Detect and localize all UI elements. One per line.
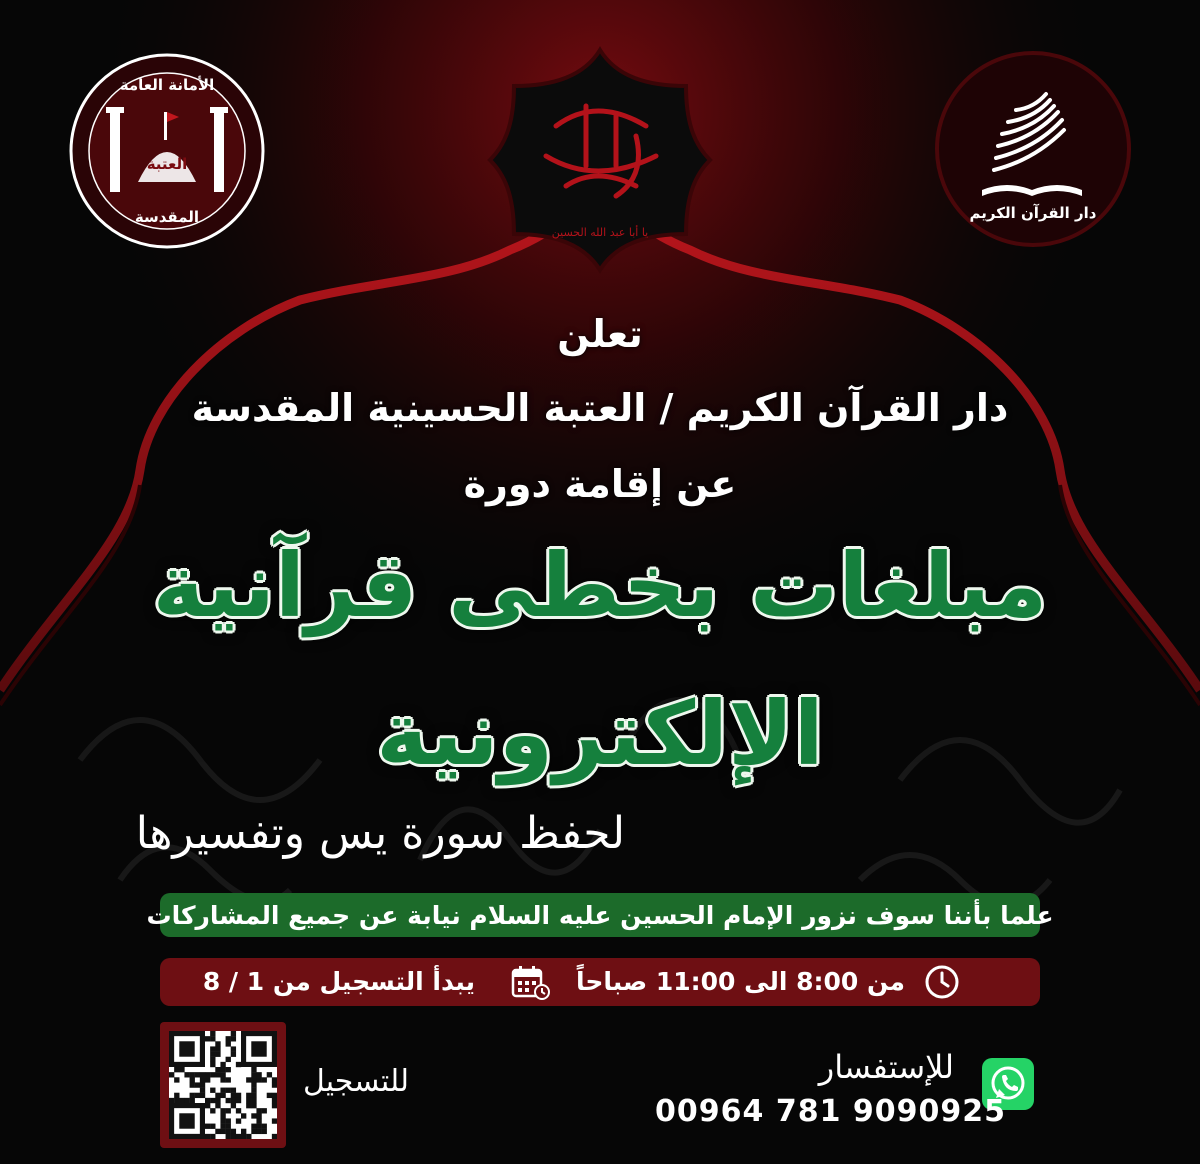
course-subtitle: لحفظ سورة يس وتفسيرها <box>135 808 625 859</box>
right-logo-caption: دار القرآن الكريم <box>969 204 1097 222</box>
qr-code[interactable] <box>160 1022 286 1148</box>
announce-line: تعلن <box>557 312 643 356</box>
time-text: من 8:00 الى 11:00 صباحاً <box>576 967 905 996</box>
course-title-line1: مبلغات بخطى قرآنية <box>152 534 1048 637</box>
register-label: للتسجيل <box>302 1064 410 1099</box>
note-text: علما بأننا سوف نزور الإمام الحسين عليه السلام نيابة عن جميع المشاركات <box>146 900 1054 930</box>
calligraphy-medallion <box>486 46 714 274</box>
note-bar <box>146 893 1054 937</box>
qr-code-icon <box>169 1031 277 1139</box>
course-intro-line: عن إقامة دورة <box>463 462 737 506</box>
holy-shrine-logo <box>68 52 266 250</box>
left-logo-top-text: الأمانة العامة <box>119 76 215 94</box>
dar-alquran-logo <box>934 50 1132 248</box>
inquiry-label: للإستفسار <box>818 1048 954 1086</box>
issuer-line: دار القرآن الكريم / العتبة الحسينية المقدسة <box>191 386 1009 430</box>
info-bar <box>160 958 1040 1006</box>
course-title-line2: الإلكترونية <box>376 682 824 785</box>
clock-icon <box>924 964 960 1000</box>
medallion-calligraphy-text: يا أبا عبد الله الحسين <box>551 226 649 239</box>
registration-start-text: يبدأ التسجيل من 1 / 8 <box>202 967 475 996</box>
left-logo-bottom-text: المقدسة <box>134 208 200 226</box>
left-logo-center-text: العتبة <box>146 155 188 173</box>
calendar-icon <box>510 964 550 1000</box>
phone-number[interactable]: 00964 781 9090925 <box>655 1094 1006 1129</box>
